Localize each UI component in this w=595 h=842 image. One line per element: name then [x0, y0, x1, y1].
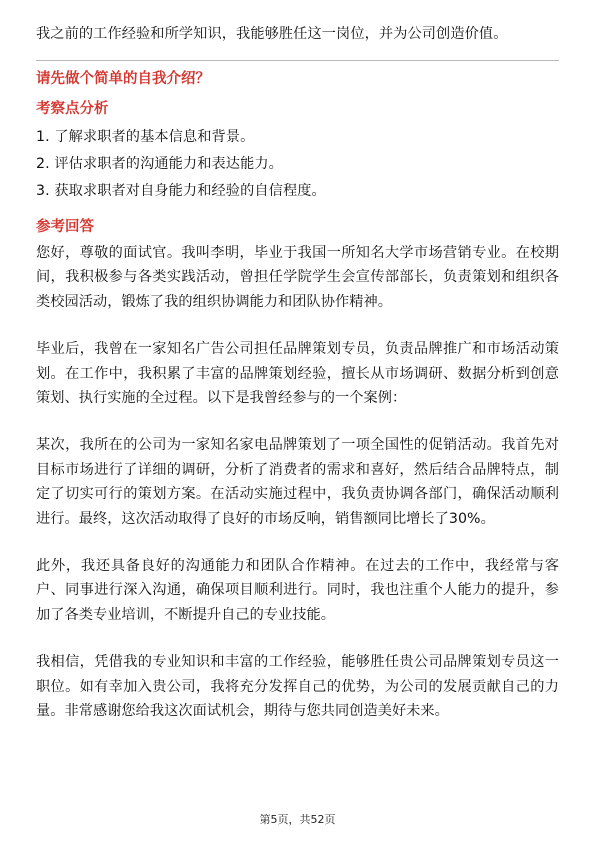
- reference-answer: [36, 241, 559, 747]
- answer-paragraph: 此外，我还具备良好的沟通能力和团队合作精神。在过去的工作中，我经常与客户、同事进行深入沟通，确保项目顺利进行。同时，我也注重个人能力的提升，参加了各类专业培训，不断提升自己的专业技能。: [36, 558, 559, 623]
- page-number: 第5页，共52页: [259, 813, 336, 826]
- analysis-point: 3. 获取求职者对自身能力和经验的自信程度。: [36, 183, 326, 199]
- analysis-point: 2. 评估求职者的沟通能力和表达能力。: [36, 156, 283, 172]
- analysis-heading: 考察点分析: [36, 101, 109, 117]
- answer-paragraph: 某次，我所在的公司为一家知名家电品牌策划了一项全国性的促销活动。我首先对目标市场进行了详细的调研，分析了消费者的需求和喜好，然后结合品牌特点，制定了切实可行的策划方案。在活动实施过程中，我负责协调各部门，确保活动顺利进行。最终，这次活动取得了良好的市场反响，销售额同比增长了30%。: [36, 437, 559, 527]
- answer-paragraph: 毕业后，我曾在一家知名广告公司担任品牌策划专员，负责品牌推广和市场活动策划。在工作中，我积累了丰富的品牌策划经验，擅长从市场调研、数据分析到创意策划、执行实施的全过程。以下是我曾经参与的一个案例：: [36, 341, 559, 407]
- answer-paragraph: 我相信，凭借我的专业知识和丰富的工作经验，能够胜任贵公司品牌策划专员这一职位。如有幸加入贵公司，我将充分发挥自己的优势，为公司的发展贡献自己的力量。非常感谢您给我这次面试机会，期待与您共同创造美好未来。: [36, 654, 559, 720]
- document-page: [36, 0, 559, 842]
- question-heading: 请先做个简单的自我介绍？: [36, 71, 210, 87]
- continued-paragraph: 我之前的工作经验和所学知识，我能够胜任这一岗位，并为公司创造价值。: [36, 26, 508, 42]
- analysis-points: [36, 124, 559, 205]
- reference-heading: 参考回答: [36, 219, 94, 235]
- answer-paragraph: 您好，尊敬的面试官。我叫李明，毕业于我国一所知名大学市场营销专业。在校期间，我积极参与各类实践活动，曾担任学院学生会宣传部部长，负责策划和组织各类校园活动，锻炼了我的组织协调能力和团队协作精神。: [36, 245, 559, 310]
- analysis-point: 1. 了解求职者的基本信息和背景。: [36, 129, 255, 145]
- section-divider: [36, 60, 559, 61]
